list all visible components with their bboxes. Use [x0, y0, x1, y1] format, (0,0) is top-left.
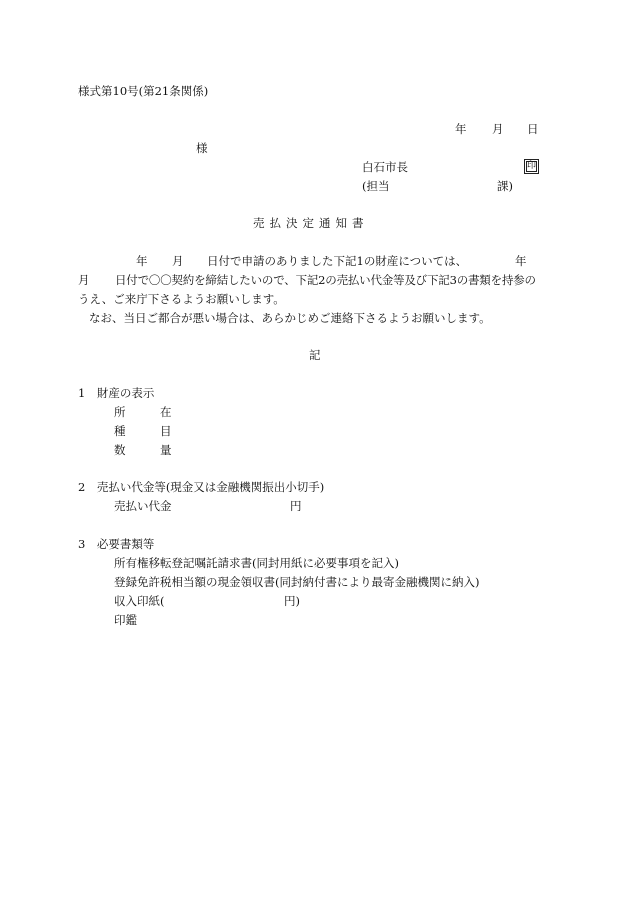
required-doc-item: 収入印紙( [114, 594, 165, 608]
contact-close: 課) [497, 179, 513, 193]
section2-heading: 2 売払い代金等(現金又は金融機関振出小切手) [78, 480, 325, 494]
body-month: 月 [172, 254, 184, 268]
body-year2: 年 [515, 254, 527, 268]
contact-open: (担当 [362, 179, 390, 193]
location-label-b: 在 [160, 405, 172, 419]
required-doc-item: 印鑑 [114, 613, 137, 627]
quantity-label-a: 数 [114, 443, 126, 457]
addressee-suffix: 様 [196, 141, 208, 155]
required-doc-item: 所有権移転登記嘱託請求書(同封用紙に必要事項を記入) [114, 556, 399, 570]
body-year: 年 [136, 254, 148, 268]
form-label: 様式第10号(第21条関係) [78, 84, 209, 98]
date-month: 月 [492, 122, 504, 136]
price-unit: 円 [290, 499, 302, 513]
ki-heading: 記 [309, 348, 321, 362]
required-doc-item: 登録免許税相当額の現金領収書(同封納付書により最寄金融機関に納入) [114, 575, 480, 589]
category-label-a: 種 [114, 424, 126, 438]
section1-heading: 1 財産の表示 [78, 386, 155, 400]
body-month2: 月 [78, 273, 90, 287]
category-label-b: 目 [160, 424, 172, 438]
issuer-name: 白石市長 [362, 160, 408, 174]
body-line2: 日付で〇〇契約を締結したいので、下記2の売払い代金等及び下記3の書類を持参の [115, 273, 536, 287]
stamp-unit: 円) [284, 594, 300, 608]
section3-heading: 3 必要書類等 [78, 537, 155, 551]
body-line1: 日付で申請のありました下記1の財産については、 [207, 254, 468, 268]
date-year: 年 [455, 122, 467, 136]
seal-mark: 印 [524, 159, 539, 174]
body-line3: うえ、ご来庁下さるようお願いします。 [78, 292, 285, 306]
location-label-a: 所 [114, 405, 126, 419]
price-label: 売払い代金 [114, 499, 172, 513]
quantity-label-b: 量 [160, 443, 172, 457]
body-line4: なお、当日ご都合が悪い場合は、あらかじめご連絡下さるようお願いします。 [89, 311, 491, 325]
document-title: 売払決定通知書 [253, 216, 369, 230]
date-day: 日 [527, 122, 539, 136]
